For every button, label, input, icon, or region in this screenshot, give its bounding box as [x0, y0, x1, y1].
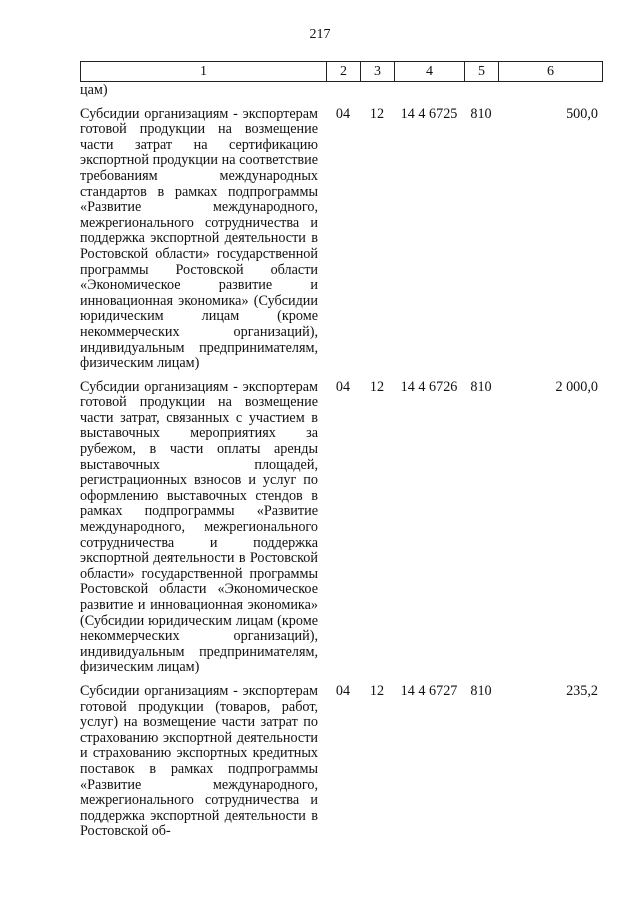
column-header-1: 1 — [81, 62, 327, 82]
continuation-text: цам) — [80, 82, 108, 98]
table-row — [80, 684, 602, 840]
table-row — [80, 380, 602, 676]
column-header-6: 6 — [499, 62, 603, 82]
row-target-code: 14 4 6725 — [400, 105, 458, 122]
column-header-table — [80, 61, 603, 82]
row-subsection: 12 — [369, 682, 385, 699]
row-section: 04 — [335, 682, 351, 699]
row-expense-type: 810 — [470, 378, 492, 395]
row-amount: 500,0 — [566, 105, 598, 122]
column-header-row — [81, 62, 603, 82]
row-expense-type: 810 — [470, 682, 492, 699]
row-section: 04 — [335, 378, 351, 395]
row-expense-type: 810 — [470, 105, 492, 122]
column-header-4: 4 — [395, 62, 465, 82]
row-subsection: 12 — [369, 105, 385, 122]
row-target-code: 14 4 6727 — [400, 682, 458, 699]
row-amount: 2 000,0 — [555, 378, 598, 395]
page-number: 217 — [309, 27, 331, 42]
row-description: Субсидии организациям - экспортерам готовой продукции на возмещение части затрат на сертификацию экспортной продукции на соответствие требованиям международных стандартов в рамках подпрограммы «Развитие международного, межрегионального сотрудничества и поддержка экспортной деятельности в Ростовской области» государственной программы Ростовской области «Экономическое развитие и инновационная экономика» (Субсидии юридическим лицам (кроме некоммерческих организаций), индивидуальным предпринимателям, физическим лицам) — [80, 105, 318, 372]
continuation-row — [80, 83, 602, 99]
column-header-2: 2 — [327, 62, 361, 82]
column-header-3: 3 — [361, 62, 395, 82]
row-description: Субсидии организациям - экспортерам готовой продукции на возмещение части затрат, связанных с участием в выставочных мероприятиях за рубежом, в части оплаты аренды выставочных площадей, регистрационных взносов и услуг по оформлению выставочных стендов в рамках подпрограммы «Развитие международного, межрегионального сотрудничества и поддержка экспортной деятельности в Ростовской области» государственной программы Ростовской области «Экономическое развитие и инновационная экономика» (Субсидии юридическим лицам (кроме некоммерческих организаций), индивидуальным предпринимателям, физическим лицам) — [80, 378, 318, 676]
row-amount: 235,2 — [566, 682, 598, 699]
table-row — [80, 107, 602, 372]
row-description: Субсидии организациям - экспортерам готовой продукции (товаров, работ, услуг) на возмещение части затрат по страхованию экспортной деятельности и страхованию экспортных кредитных поставок в рамках подпрограммы «Развитие международного, межрегионального сотрудничества и поддержка экспортной деятельности в Ростовской об- — [80, 682, 318, 840]
row-subsection: 12 — [369, 378, 385, 395]
row-target-code: 14 4 6726 — [400, 378, 458, 395]
budget-table — [80, 83, 602, 840]
row-section: 04 — [335, 105, 351, 122]
column-header-5: 5 — [465, 62, 499, 82]
